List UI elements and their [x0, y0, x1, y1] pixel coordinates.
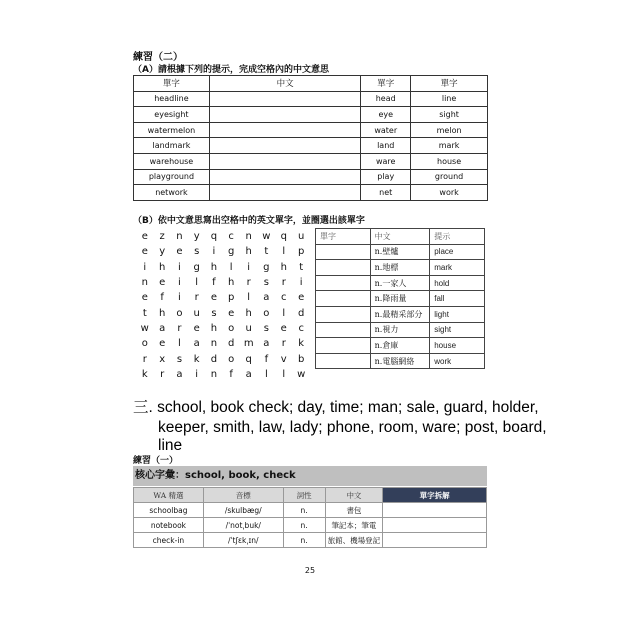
- answer-blank[interactable]: [316, 291, 371, 307]
- table-row: [134, 169, 488, 185]
- grid-letter[interactable]: i: [299, 277, 303, 289]
- meaning-cell: n.降雨量: [370, 291, 430, 307]
- grid-letter[interactable]: i: [178, 292, 181, 304]
- grid-row: [136, 290, 310, 305]
- meaning-cell: n.一家人: [370, 275, 430, 291]
- table-row: [316, 353, 485, 369]
- grid-letter[interactable]: r: [160, 368, 165, 380]
- grid-letter[interactable]: l: [247, 292, 251, 304]
- grid-letter[interactable]: g: [193, 261, 200, 273]
- answer-blank[interactable]: [316, 275, 371, 291]
- section-b-table: [315, 228, 485, 369]
- part-cell: eye: [361, 107, 411, 123]
- part-cell: melon: [411, 122, 488, 138]
- grid-letter[interactable]: i: [178, 277, 181, 289]
- grid-letter[interactable]: e: [176, 246, 183, 258]
- grid-letter[interactable]: u: [298, 231, 305, 243]
- header-cell: 詞性: [283, 488, 325, 503]
- part-cell: sight: [411, 107, 488, 123]
- grid-letter[interactable]: n: [210, 338, 218, 350]
- grid-letter[interactable]: w: [262, 231, 271, 243]
- part-cell: mark: [411, 138, 488, 154]
- header-cell: 中文: [325, 488, 383, 503]
- answer-blank[interactable]: [209, 169, 360, 185]
- grid-letter[interactable]: t: [299, 261, 304, 273]
- grid-letter[interactable]: i: [212, 246, 216, 258]
- grid-letter[interactable]: e: [159, 338, 166, 350]
- table-header-row: [134, 76, 488, 92]
- answer-blank[interactable]: [209, 185, 360, 201]
- grid-letter[interactable]: h: [245, 246, 252, 258]
- grid-row: [136, 321, 310, 336]
- word-cell: notebook: [134, 518, 204, 533]
- grid-letter[interactable]: n: [245, 231, 252, 243]
- table-row: [316, 291, 485, 307]
- section-a-table: [133, 75, 488, 201]
- table-header-row: [316, 229, 485, 245]
- grid-letter[interactable]: h: [245, 307, 252, 319]
- table-row: [316, 306, 485, 322]
- table-row: [134, 518, 487, 533]
- answer-blank[interactable]: [209, 153, 360, 169]
- grid-letter[interactable]: a: [159, 322, 166, 334]
- page-number: 25: [304, 566, 316, 575]
- word-cell: eyesight: [134, 107, 210, 123]
- grid-letter[interactable]: o: [141, 338, 148, 350]
- table-row: [134, 91, 488, 107]
- grid-letter[interactable]: i: [178, 261, 181, 273]
- grid-letter[interactable]: u: [193, 307, 200, 319]
- section-3-heading-line-2: keeper, smith, law, lady; phone, room, ware; post, board,: [158, 419, 547, 436]
- table-row: [134, 185, 488, 201]
- grid-letter[interactable]: f: [212, 277, 216, 289]
- grid-letter[interactable]: f: [229, 368, 233, 380]
- section-b-instruction: （B）依中文意思寫出空格中的英文單字，並圈選出該單字: [133, 216, 365, 226]
- hint-cell: fall: [430, 291, 485, 307]
- hint-cell: mark: [430, 260, 485, 276]
- grid-letter[interactable]: l: [282, 246, 286, 258]
- grid-letter[interactable]: g: [263, 261, 270, 273]
- pos-cell: n.: [283, 533, 325, 548]
- grid-letter[interactable]: h: [159, 307, 166, 319]
- grid-letter[interactable]: d: [298, 307, 305, 319]
- grid-letter[interactable]: p: [227, 292, 235, 304]
- grid-letter[interactable]: i: [195, 368, 199, 380]
- word-cell: warehouse: [134, 153, 210, 169]
- grid-letter[interactable]: e: [141, 246, 148, 258]
- answer-blank[interactable]: [209, 138, 360, 154]
- grid-letter[interactable]: e: [159, 277, 166, 289]
- grid-letter[interactable]: t: [142, 307, 147, 319]
- section-a-instruction: （A）請根據下列的提示，完成空格內的中文意思: [133, 65, 329, 75]
- part-cell: net: [361, 185, 411, 201]
- grid-letter[interactable]: o: [176, 307, 183, 319]
- grid-letter[interactable]: r: [246, 277, 251, 289]
- grid-letter[interactable]: k: [193, 353, 200, 365]
- table-row: [134, 533, 487, 548]
- grid-letter[interactable]: a: [263, 292, 270, 304]
- grid-letter[interactable]: o: [228, 322, 235, 334]
- grid-letter[interactable]: l: [178, 338, 181, 350]
- practice-title-1: 練習（一）: [133, 456, 179, 466]
- meaning-cell: 書包: [325, 503, 383, 518]
- grid-letter[interactable]: b: [298, 353, 305, 365]
- grid-letter[interactable]: w: [140, 322, 149, 334]
- grid-letter[interactable]: a: [263, 338, 270, 350]
- hint-cell: sight: [430, 322, 485, 338]
- grid-letter[interactable]: n: [176, 231, 183, 243]
- word-cell: watermelon: [134, 122, 210, 138]
- table-row: [134, 138, 488, 154]
- part-cell: ground: [411, 169, 488, 185]
- grid-letter[interactable]: c: [228, 231, 234, 243]
- table-row: [316, 275, 485, 291]
- grid-letter[interactable]: s: [176, 353, 183, 365]
- part-cell: head: [361, 91, 411, 107]
- vocabulary-table: [133, 487, 487, 548]
- grid-letter[interactable]: u: [245, 322, 252, 334]
- header-cell: 中文: [370, 229, 430, 245]
- grid-letter[interactable]: h: [210, 261, 218, 273]
- grid-letter[interactable]: c: [298, 322, 304, 334]
- grid-letter[interactable]: q: [210, 231, 218, 243]
- hint-cell: hold: [430, 275, 485, 291]
- grid-letter[interactable]: y: [193, 231, 200, 243]
- grid-letter[interactable]: g: [227, 246, 235, 258]
- section-3-heading-line-3: line: [158, 437, 183, 454]
- part-cell: house: [411, 153, 488, 169]
- meaning-cell: 筆記本；筆電: [325, 518, 383, 533]
- grid-letter[interactable]: k: [298, 338, 305, 350]
- header-cell: 音標: [203, 488, 283, 503]
- word-search-grid: [136, 229, 310, 382]
- grid-letter[interactable]: l: [195, 277, 199, 289]
- answer-blank[interactable]: [209, 107, 360, 123]
- phonetic-cell: /ˈnot͵buk/: [203, 518, 283, 533]
- grid-letter[interactable]: z: [159, 231, 165, 243]
- part-cell: work: [411, 185, 488, 201]
- grid-letter[interactable]: y: [159, 246, 166, 258]
- grid-letter[interactable]: r: [142, 353, 147, 365]
- header-cell: 單字: [411, 76, 488, 92]
- header-cell: 單字: [316, 229, 371, 245]
- grid-letter[interactable]: e: [141, 231, 148, 243]
- table-row: [316, 322, 485, 338]
- grid-row: [136, 260, 310, 275]
- grid-letter[interactable]: c: [281, 292, 287, 304]
- grid-letter[interactable]: l: [282, 307, 286, 319]
- word-cell: schoolbag: [134, 503, 204, 518]
- part-cell: water: [361, 122, 411, 138]
- grid-letter[interactable]: i: [247, 261, 251, 273]
- word-cell: headline: [134, 91, 210, 107]
- pos-cell: n.: [283, 518, 325, 533]
- grid-letter[interactable]: l: [229, 261, 233, 273]
- hint-cell: house: [430, 338, 485, 354]
- grid-letter[interactable]: h: [280, 261, 287, 273]
- header-cell: 單字: [134, 76, 210, 92]
- grid-letter[interactable]: r: [281, 338, 286, 350]
- table-row: [134, 122, 488, 138]
- grid-letter[interactable]: k: [141, 368, 148, 380]
- table-row: [316, 260, 485, 276]
- part-cell: ware: [361, 153, 411, 169]
- meaning-cell: n.最精采部分: [370, 306, 430, 322]
- answer-blank[interactable]: [316, 338, 371, 354]
- part-cell: land: [361, 138, 411, 154]
- grid-letter[interactable]: d: [210, 353, 218, 365]
- grid-letter[interactable]: e: [280, 322, 287, 334]
- grid-letter[interactable]: l: [282, 368, 286, 380]
- grid-letter[interactable]: x: [159, 353, 166, 365]
- grid-letter[interactable]: d: [227, 338, 235, 350]
- meaning-cell: n.壁爐: [370, 244, 430, 260]
- header-cell: 提示: [430, 229, 485, 245]
- phonetic-cell: /ˈtʃɛk͵ɪn/: [203, 533, 283, 548]
- answer-blank[interactable]: [209, 122, 360, 138]
- meaning-cell: 旅館、機場登記: [325, 533, 383, 548]
- phonetic-cell: /skulbæg/: [203, 503, 283, 518]
- grid-letter[interactable]: s: [211, 307, 217, 319]
- grid-letter[interactable]: h: [159, 261, 166, 273]
- word-cell: check-in: [134, 533, 204, 548]
- table-header-row: [134, 488, 487, 503]
- meaning-cell: n.地標: [370, 260, 430, 276]
- practice-title-2: 練習（二）: [133, 52, 183, 63]
- hint-cell: work: [430, 353, 485, 369]
- grid-letter[interactable]: v: [280, 353, 287, 365]
- table-row: [134, 503, 487, 518]
- grid-letter[interactable]: l: [264, 368, 268, 380]
- answer-blank[interactable]: [383, 518, 487, 533]
- grid-letter[interactable]: h: [210, 322, 218, 334]
- grid-letter[interactable]: h: [228, 277, 235, 289]
- grid-letter[interactable]: a: [193, 338, 200, 350]
- answer-blank[interactable]: [383, 503, 487, 518]
- word-cell: playground: [134, 169, 210, 185]
- grid-letter[interactable]: e: [193, 322, 200, 334]
- grid-letter[interactable]: w: [297, 368, 306, 380]
- core-vocabulary-bar: 核心字彙：school, book, check: [133, 466, 487, 486]
- header-cell: 單字拆解: [383, 488, 487, 503]
- grid-letter[interactable]: f: [264, 353, 269, 365]
- table-row: [316, 244, 485, 260]
- grid-letter[interactable]: o: [228, 353, 235, 365]
- grid-letter[interactable]: i: [143, 261, 147, 273]
- header-cell: WA 精選: [134, 488, 204, 503]
- part-cell: line: [411, 91, 488, 107]
- grid-letter[interactable]: p: [298, 246, 305, 258]
- grid-letter[interactable]: a: [245, 368, 252, 380]
- part-cell: play: [361, 169, 411, 185]
- answer-blank[interactable]: [316, 322, 371, 338]
- answer-blank[interactable]: [316, 260, 371, 276]
- meaning-cell: n.視力: [370, 322, 430, 338]
- grid-letter[interactable]: e: [298, 292, 305, 304]
- grid-row: [136, 305, 310, 320]
- grid-letter[interactable]: n: [210, 368, 218, 380]
- word-cell: landmark: [134, 138, 210, 154]
- grid-letter[interactable]: m: [243, 338, 254, 350]
- answer-blank[interactable]: [316, 353, 371, 369]
- grid-letter[interactable]: a: [176, 368, 183, 380]
- answer-blank[interactable]: [316, 306, 371, 322]
- word-cell: network: [134, 185, 210, 201]
- answer-blank[interactable]: [383, 533, 487, 548]
- grid-row: [136, 244, 310, 259]
- grid-row: [136, 351, 310, 366]
- hint-cell: light: [430, 306, 485, 322]
- table-row: [134, 153, 488, 169]
- grid-row: [136, 367, 310, 382]
- header-cell: 單字: [361, 76, 411, 92]
- section-3-heading-line-1: 三. school, book check; day, time; man; sale, guard, holder,: [133, 399, 539, 416]
- grid-letter[interactable]: s: [263, 322, 269, 334]
- grid-letter[interactable]: r: [281, 277, 286, 289]
- grid-letter[interactable]: n: [141, 277, 148, 289]
- meaning-cell: n.倉庫: [370, 338, 430, 354]
- grid-letter[interactable]: r: [194, 292, 199, 304]
- grid-row: [136, 229, 310, 244]
- grid-letter[interactable]: s: [194, 246, 200, 258]
- grid-letter[interactable]: r: [177, 322, 182, 334]
- hint-cell: place: [430, 244, 485, 260]
- grid-letter[interactable]: s: [263, 277, 269, 289]
- grid-letter[interactable]: f: [160, 292, 164, 304]
- meaning-cell: n.電腦網絡: [370, 353, 430, 369]
- grid-letter[interactable]: e: [228, 307, 235, 319]
- grid-letter[interactable]: t: [264, 246, 269, 258]
- grid-row: [136, 275, 310, 290]
- answer-blank[interactable]: [209, 91, 360, 107]
- answer-blank[interactable]: [316, 244, 371, 260]
- table-row: [134, 107, 488, 123]
- grid-row: [136, 336, 310, 351]
- grid-letter[interactable]: o: [263, 307, 270, 319]
- grid-letter[interactable]: q: [280, 231, 287, 243]
- table-row: [316, 338, 485, 354]
- pos-cell: n.: [283, 503, 325, 518]
- grid-letter[interactable]: q: [245, 353, 252, 365]
- grid-letter[interactable]: e: [210, 292, 217, 304]
- header-cell: 中文: [209, 76, 360, 92]
- grid-letter[interactable]: e: [141, 292, 148, 304]
